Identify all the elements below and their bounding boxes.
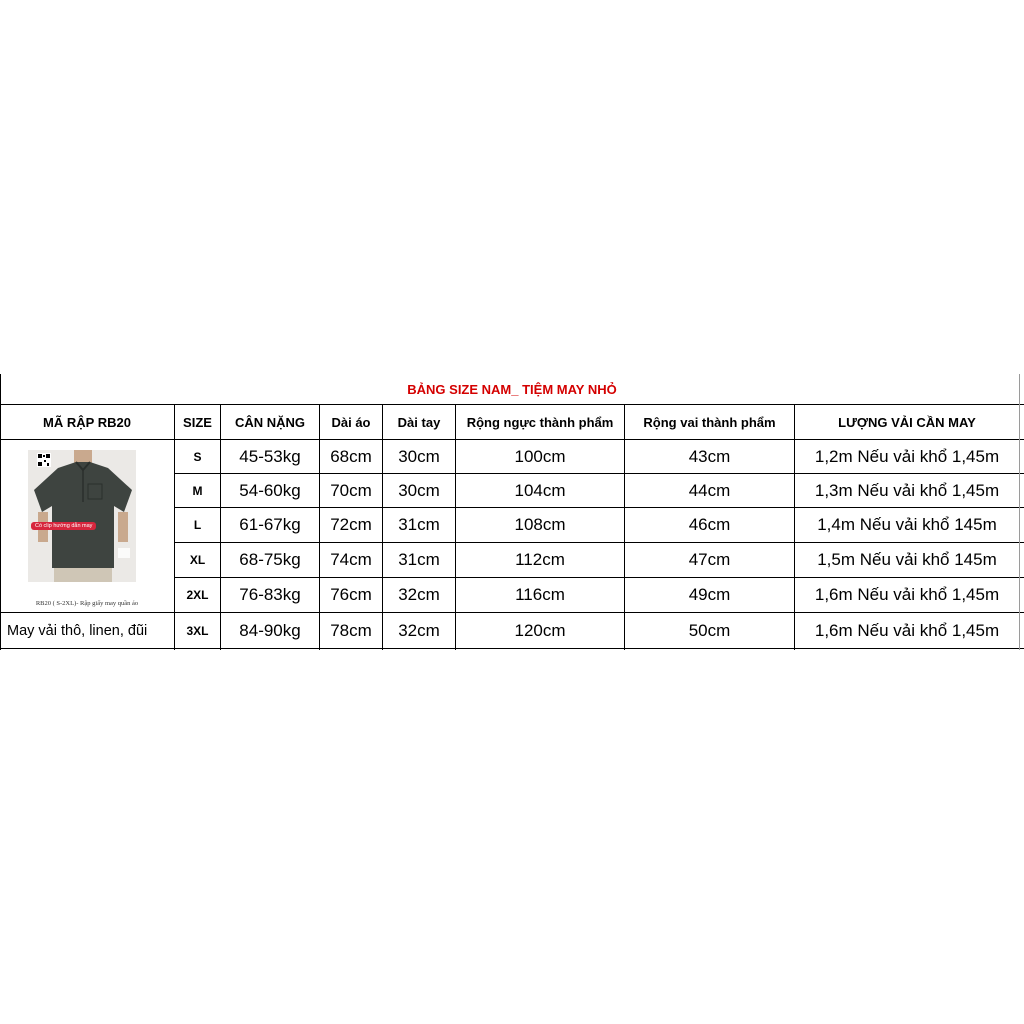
fabric-cell: 1,5m Nếu vải khổ 145m <box>817 550 997 569</box>
weight-cell: 76-83kg <box>239 585 301 604</box>
chest-cell: 108cm <box>514 515 566 534</box>
chart-title: BẢNG SIZE NAM_ TIỆM MAY NHỎ <box>407 381 617 397</box>
product-photo <box>28 450 136 582</box>
weight-cell: 84-90kg <box>239 620 301 640</box>
size-cell: 2XL <box>186 588 209 602</box>
header-weight: CÂN NẶNG <box>234 414 306 430</box>
header-fabric-needed: LƯỢNG VẢI CẦN MAY <box>838 414 976 430</box>
chest-cell: 116cm <box>515 585 565 604</box>
length-cell: 76cm <box>330 585 372 604</box>
fabric-type-note: May vải thô, linen, đũi <box>7 622 148 639</box>
sleeve-cell: 31cm <box>398 515 440 534</box>
chest-cell: 100cm <box>514 446 566 466</box>
size-cell: S <box>193 449 202 464</box>
qr-code-icon <box>37 453 51 467</box>
header-shirt-length: Dài áo <box>331 414 371 430</box>
header-chest-width: Rộng ngực thành phẩm <box>466 414 614 430</box>
chest-cell: 104cm <box>514 480 566 500</box>
chest-cell: 120cm <box>514 620 566 640</box>
video-guide-badge: Có clip hướng dẫn may <box>31 522 96 530</box>
size-cell: XL <box>189 553 206 567</box>
fabric-cell: 1,3m Nếu vải khổ 1,45m <box>814 480 1000 500</box>
chest-cell: 112cm <box>515 550 565 569</box>
weight-cell: 45-53kg <box>239 446 301 466</box>
shoulder-cell: 46cm <box>688 515 731 534</box>
shoulder-cell: 44cm <box>688 480 731 500</box>
length-cell: 72cm <box>330 515 372 534</box>
header-size: SIZE <box>183 414 212 430</box>
fabric-cell: 1,4m Nếu vải khổ 145m <box>817 515 997 534</box>
grid-line <box>0 648 1024 649</box>
weight-cell: 61-67kg <box>239 515 301 534</box>
length-cell: 78cm <box>330 620 372 640</box>
length-cell: 68cm <box>330 446 372 466</box>
shoulder-cell: 50cm <box>688 620 731 640</box>
sleeve-cell: 30cm <box>398 446 440 466</box>
size-cell: M <box>192 483 203 498</box>
weight-cell: 54-60kg <box>239 480 301 500</box>
shirt-illustration <box>28 450 136 582</box>
fabric-cell: 1,6m Nếu vải khổ 1,45m <box>814 585 1000 604</box>
length-cell: 70cm <box>330 480 372 500</box>
fabric-cell: 1,2m Nếu vải khổ 1,45m <box>814 446 1000 466</box>
size-cell: 3XL <box>186 623 209 638</box>
size-cell: L <box>193 518 202 532</box>
fabric-cell: 1,6m Nếu vải khổ 1,45m <box>814 620 1000 640</box>
size-chart-sheet <box>0 374 1024 650</box>
header-pattern-code: MÃ RẬP RB20 <box>43 414 131 430</box>
shoulder-cell: 49cm <box>688 585 731 604</box>
shoulder-cell: 47cm <box>688 550 731 569</box>
sleeve-cell: 30cm <box>398 480 440 500</box>
header-shoulder-width: Rộng vai thành phẩm <box>643 414 776 430</box>
grid-line <box>1019 374 1020 650</box>
sleeve-cell: 32cm <box>398 620 440 640</box>
length-cell: 74cm <box>330 550 372 569</box>
product-caption: RB20 ( S-2XL)- Rập giấy may quần áo <box>35 600 139 607</box>
sleeve-cell: 31cm <box>398 550 440 569</box>
header-sleeve-length: Dài tay <box>397 414 441 430</box>
shoulder-cell: 43cm <box>688 446 731 466</box>
sleeve-cell: 32cm <box>398 585 440 604</box>
weight-cell: 68-75kg <box>239 550 301 569</box>
